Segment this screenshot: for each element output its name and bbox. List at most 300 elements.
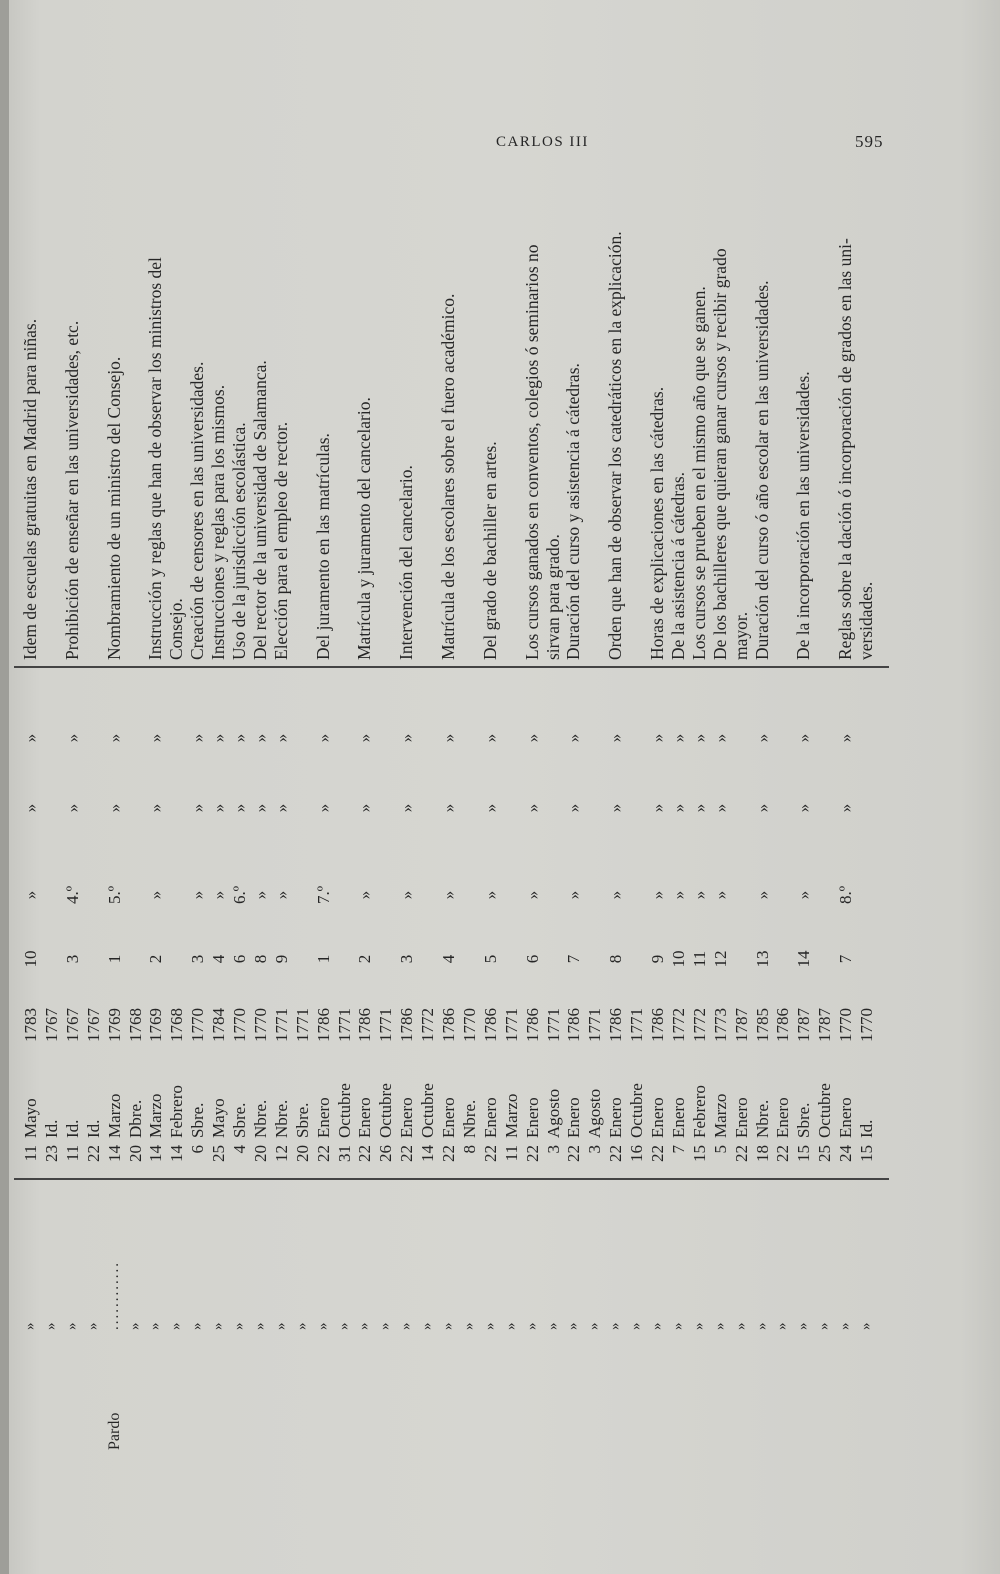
- leader-dots: »: [189, 1320, 206, 1330]
- year-cell: 1786: [606, 1008, 626, 1042]
- ditto-cell-1: »: [313, 803, 333, 813]
- year-cell: 1769: [146, 1008, 166, 1042]
- table-row: [166, 50, 187, 1450]
- leader-dots: »: [398, 1320, 415, 1330]
- leader-dots: »: [607, 1320, 624, 1330]
- number-cell: 10: [21, 950, 40, 968]
- ditto-cell-1: »: [836, 803, 856, 813]
- month-cell: Nbre.: [752, 1099, 772, 1138]
- volume-cell: »: [668, 890, 688, 900]
- month-cell: Enero: [355, 1097, 375, 1138]
- leader-dots: »: [502, 1320, 519, 1330]
- leader-dots: »: [440, 1320, 456, 1330]
- volume-cell: 4.º: [62, 885, 82, 905]
- subject-cell: Nombramiento de un ministro del Consejo.: [103, 356, 124, 660]
- day-cell: 22: [439, 1145, 458, 1162]
- year-cell: 1771: [334, 1008, 354, 1042]
- day-cell: 11: [501, 1145, 521, 1162]
- year-cell: 1772: [418, 1008, 438, 1042]
- number-cell: 6: [230, 954, 249, 964]
- subject-cell: Los cursos ganados en conventos, colegios ó seminarios no: [521, 244, 542, 660]
- volume-cell: »: [794, 890, 814, 900]
- day-cell: 6: [188, 1145, 208, 1154]
- table-row: [772, 50, 793, 1450]
- volume-cell: »: [355, 890, 375, 900]
- ditto-cell-1: »: [710, 803, 730, 813]
- leader-dots: »: [419, 1320, 436, 1330]
- leader-dots: »: [816, 1320, 833, 1330]
- table-row: [104, 50, 125, 1450]
- table-row: [229, 50, 250, 1450]
- day-cell: 31: [334, 1145, 354, 1162]
- ditto-cell-2: »: [648, 733, 667, 743]
- table-row: [20, 50, 41, 1450]
- subject-cell: sirvan para grado.: [542, 534, 563, 660]
- year-cell: 1786: [480, 1008, 500, 1042]
- year-cell: 1787: [815, 1008, 835, 1042]
- table-row: [626, 50, 647, 1450]
- year-cell: 1771: [292, 1008, 312, 1042]
- month-cell: Febrero: [167, 1085, 187, 1138]
- day-cell: 22: [773, 1145, 793, 1162]
- month-cell: Sbre.: [188, 1102, 208, 1138]
- day-cell: 24: [836, 1145, 856, 1162]
- day-cell: 12: [271, 1145, 291, 1162]
- ditto-cell-1: »: [606, 803, 626, 813]
- volume-cell: 7.º: [313, 885, 333, 905]
- ditto-cell-2: »: [62, 733, 82, 743]
- ditto-cell-2: »: [522, 733, 542, 743]
- year-cell: 1786: [564, 1008, 584, 1042]
- subject-cell: Horas de explicaciones en las cátedras.: [647, 386, 667, 660]
- volume-cell: »: [397, 890, 417, 900]
- volume-cell: »: [21, 890, 40, 900]
- volume-cell: »: [480, 890, 500, 900]
- ditto-cell-2: »: [104, 733, 124, 743]
- month-cell: Nbre.: [250, 1099, 270, 1138]
- ditto-cell-2: »: [752, 733, 772, 743]
- month-cell: Enero: [439, 1097, 458, 1138]
- ditto-cell-1: »: [564, 803, 584, 813]
- subject-cell: Prohibición de enseñar en las universidades, etc.: [61, 320, 82, 660]
- table-row: [668, 50, 689, 1450]
- number-cell: 1: [313, 954, 333, 964]
- month-cell: Marzo: [146, 1093, 166, 1138]
- volume-cell: »: [522, 890, 542, 900]
- volume-cell: »: [188, 890, 208, 900]
- number-cell: 8: [606, 954, 626, 964]
- month-cell: Nbre.: [459, 1099, 479, 1138]
- ditto-cell-2: »: [355, 733, 375, 743]
- table-row: [83, 50, 104, 1450]
- day-cell: 7: [668, 1145, 688, 1154]
- leader-dots: »: [293, 1320, 310, 1330]
- year-cell: 1768: [125, 1008, 145, 1042]
- volume-cell: »: [271, 890, 291, 900]
- subject-cell: Creación de censores en las universidades.: [187, 361, 208, 660]
- day-cell: 3: [585, 1145, 605, 1154]
- subject-cell: Duración del curso ó año escolar en las universidades.: [751, 280, 772, 660]
- table-row: [417, 50, 438, 1450]
- table-row: [292, 50, 313, 1450]
- number-cell: 2: [146, 954, 166, 964]
- subject-cell: De la incorporación en las universidades.: [793, 371, 814, 660]
- subject-cell: Del juramento en las matrículas.: [312, 433, 333, 660]
- table-row: [689, 50, 710, 1450]
- number-cell: 10: [668, 950, 688, 968]
- leader-dots: »: [63, 1320, 80, 1330]
- month-cell: Enero: [668, 1097, 688, 1138]
- leader-dots: »: [628, 1320, 645, 1330]
- volume-cell: »: [564, 890, 584, 900]
- legislation-table: [20, 50, 880, 1450]
- volume-cell: »: [209, 890, 229, 900]
- volume-cell: 5.º: [104, 885, 124, 905]
- leader-dots: »: [858, 1320, 874, 1330]
- day-cell: 14: [104, 1145, 124, 1162]
- table-row: [752, 50, 773, 1450]
- table-row: [334, 50, 355, 1450]
- day-cell: 18: [752, 1145, 772, 1162]
- subject-cell: Intervención del cancelario.: [396, 465, 417, 660]
- year-cell: 1769: [104, 1008, 124, 1042]
- month-cell: Octubre: [418, 1083, 438, 1138]
- day-cell: 3: [543, 1145, 563, 1154]
- volume-cell: »: [146, 890, 166, 900]
- month-cell: Enero: [313, 1097, 333, 1138]
- number-cell: 13: [752, 950, 772, 968]
- ditto-cell-2: »: [271, 733, 291, 743]
- day-cell: 20: [292, 1145, 312, 1162]
- day-cell: 22: [522, 1145, 542, 1162]
- day-cell: 20: [250, 1145, 270, 1162]
- ditto-cell-2: »: [313, 733, 333, 743]
- subject-cell: Duración del curso y asistencia á cátedras.: [563, 363, 584, 660]
- year-cell: 1784: [209, 1008, 229, 1042]
- month-cell: Mayo: [21, 1098, 40, 1138]
- year-cell: 1771: [627, 1008, 647, 1042]
- ditto-cell-2: »: [209, 733, 229, 743]
- volume-cell: »: [250, 890, 270, 900]
- leader-dots: »: [523, 1320, 540, 1330]
- leader-dots: »: [126, 1320, 143, 1330]
- year-cell: 1786: [355, 1008, 375, 1042]
- day-cell: 22: [83, 1145, 103, 1162]
- volume-cell: 6.º: [230, 885, 249, 905]
- year-cell: 1786: [439, 1008, 458, 1042]
- ditto-cell-2: »: [250, 733, 270, 743]
- ditto-cell-2: »: [668, 733, 688, 743]
- subject-cell: De la asistencia á cátedras.: [667, 471, 688, 660]
- month-cell: Enero: [480, 1097, 500, 1138]
- table-row: [710, 50, 731, 1450]
- table-row: [145, 50, 166, 1450]
- subject-cell: Uso de la jurisdicción escolástica.: [229, 422, 249, 660]
- month-cell: Agosto: [543, 1088, 563, 1138]
- ditto-cell-1: »: [250, 803, 270, 813]
- table-row: [375, 50, 396, 1450]
- ditto-cell-1: »: [62, 803, 82, 813]
- year-cell: 1787: [794, 1008, 814, 1042]
- year-cell: 1770: [836, 1008, 856, 1042]
- year-cell: 1771: [585, 1008, 605, 1042]
- year-cell: 1770: [857, 1008, 876, 1042]
- ditto-cell-1: »: [230, 803, 249, 813]
- subject-cell: Del grado de bachiller en artes.: [479, 441, 500, 660]
- day-cell: 8: [459, 1145, 479, 1154]
- leader-dots: »: [649, 1320, 665, 1330]
- day-cell: 22: [731, 1145, 751, 1162]
- year-cell: 1773: [710, 1008, 730, 1042]
- month-cell: Enero: [648, 1097, 667, 1138]
- ditto-cell-2: »: [146, 733, 166, 743]
- year-cell: 1771: [543, 1008, 563, 1042]
- day-cell: 16: [627, 1145, 647, 1162]
- table-row: [480, 50, 501, 1450]
- ditto-cell-2: »: [836, 733, 856, 743]
- day-cell: 11: [62, 1145, 82, 1162]
- year-cell: 1768: [167, 1008, 187, 1042]
- ditto-cell-2: »: [397, 733, 417, 743]
- subject-cell: Orden que han de observar los catedráticos en la explicación.: [605, 231, 626, 660]
- day-cell: 22: [355, 1145, 375, 1162]
- month-cell: Marzo: [710, 1093, 730, 1138]
- month-cell: Id.: [41, 1119, 61, 1138]
- number-cell: 5: [480, 954, 500, 964]
- leader-dots: »: [481, 1320, 498, 1330]
- subject-cell: Idem de escuelas gratuitas en Madrid para niñas.: [20, 318, 40, 660]
- table-row: [647, 50, 668, 1450]
- table-row: [814, 50, 835, 1450]
- table-row: [313, 50, 334, 1450]
- month-cell: Sbre.: [292, 1102, 312, 1138]
- volume-cell: »: [439, 890, 458, 900]
- day-cell: 15: [794, 1145, 814, 1162]
- leader-dots: »: [356, 1320, 373, 1330]
- year-cell: 1772: [689, 1008, 709, 1042]
- number-cell: 4: [209, 954, 229, 964]
- subject-cell: Elección para el empleo de rector.: [270, 421, 291, 660]
- page-number: 595: [855, 132, 884, 151]
- subject-cell: Matrícula y juramento del cancelario.: [354, 397, 375, 660]
- table-row: [793, 50, 814, 1450]
- subject-cell: mayor.: [730, 611, 751, 660]
- number-cell: 9: [271, 954, 291, 964]
- year-cell: 1786: [313, 1008, 333, 1042]
- month-cell: Enero: [606, 1097, 626, 1138]
- ditto-cell-2: »: [480, 733, 500, 743]
- table-row: [271, 50, 292, 1450]
- table-row: [187, 50, 208, 1450]
- month-cell: Octubre: [627, 1083, 647, 1138]
- day-cell: 11: [21, 1145, 40, 1162]
- ditto-cell-1: »: [689, 803, 709, 813]
- number-cell: 8: [250, 954, 270, 964]
- leader-dots: »: [690, 1320, 707, 1330]
- table-row: [459, 50, 480, 1450]
- volume-cell: »: [710, 890, 730, 900]
- month-cell: Mayo: [209, 1098, 229, 1138]
- year-cell: 1767: [83, 1008, 103, 1042]
- table-row: [605, 50, 626, 1450]
- ditto-cell-1: »: [480, 803, 500, 813]
- number-cell: 7: [564, 954, 584, 964]
- ditto-cell-2: »: [564, 733, 584, 743]
- leader-dots: »: [272, 1320, 289, 1330]
- ditto-cell-1: »: [209, 803, 229, 813]
- day-cell: 22: [606, 1145, 626, 1162]
- number-cell: 9: [648, 954, 667, 964]
- number-cell: 3: [188, 954, 208, 964]
- day-cell: 4: [230, 1145, 249, 1154]
- leader-dots: »: [251, 1320, 268, 1330]
- running-head-title: CARLOS III: [496, 134, 589, 150]
- day-cell: 25: [815, 1145, 835, 1162]
- number-cell: 7: [836, 954, 856, 964]
- year-cell: 1770: [230, 1008, 249, 1042]
- ditto-cell-1: »: [794, 803, 814, 813]
- year-cell: 1786: [773, 1008, 793, 1042]
- table-row: [835, 50, 856, 1450]
- ditto-cell-1: »: [522, 803, 542, 813]
- month-cell: Marzo: [104, 1093, 124, 1138]
- day-cell: 14: [167, 1145, 187, 1162]
- year-cell: 1771: [501, 1008, 521, 1042]
- month-cell: Enero: [522, 1097, 542, 1138]
- table-row: [563, 50, 584, 1450]
- month-cell: Id.: [83, 1119, 103, 1138]
- year-cell: 1787: [731, 1008, 751, 1042]
- day-cell: 26: [376, 1145, 396, 1162]
- month-cell: Octubre: [334, 1083, 354, 1138]
- leader-dots: »: [168, 1320, 185, 1330]
- month-cell: Enero: [773, 1097, 793, 1138]
- ditto-cell-2: »: [794, 733, 814, 743]
- month-cell: Sbre.: [230, 1102, 249, 1138]
- leader-dots: »: [544, 1320, 561, 1330]
- ditto-cell-1: »: [668, 803, 688, 813]
- leader-dots: »: [147, 1320, 164, 1330]
- ditto-cell-2: »: [230, 733, 249, 743]
- subject-cell: Matrícula de los escolares sobre el fuero académico.: [438, 293, 458, 660]
- day-cell: 20: [125, 1145, 145, 1162]
- leader-dots: »: [377, 1320, 394, 1330]
- place-name: Pardo: [105, 1412, 123, 1450]
- subject-cell: Los cursos se prueben en el mismo año que se ganen.: [688, 286, 709, 660]
- ditto-cell-1: »: [397, 803, 417, 813]
- day-cell: 5: [710, 1145, 730, 1154]
- year-cell: 1786: [648, 1008, 667, 1042]
- month-cell: Dbre.: [125, 1099, 145, 1138]
- ditto-cell-1: »: [752, 803, 772, 813]
- number-cell: 3: [397, 954, 417, 964]
- ditto-cell-2: »: [188, 733, 208, 743]
- table-row: [396, 50, 417, 1450]
- ditto-cell-1: »: [648, 803, 667, 813]
- day-cell: 22: [648, 1145, 667, 1162]
- leader-dots: »: [335, 1320, 352, 1330]
- number-cell: 11: [689, 950, 709, 968]
- month-cell: Enero: [731, 1097, 751, 1138]
- ditto-cell-2: »: [710, 733, 730, 743]
- day-cell: 22: [564, 1145, 584, 1162]
- year-cell: 1786: [522, 1008, 542, 1042]
- leader-dots: »: [795, 1320, 812, 1330]
- ditto-cell-2: »: [606, 733, 626, 743]
- leader-dots: »: [22, 1320, 38, 1330]
- table-row: [62, 50, 83, 1450]
- month-cell: Febrero: [689, 1085, 709, 1138]
- leader-dots: »: [774, 1320, 791, 1330]
- day-cell: 22: [313, 1145, 333, 1162]
- number-cell: 12: [710, 950, 730, 968]
- leader-dots: ............: [105, 1261, 122, 1330]
- ditto-cell-1: »: [21, 803, 40, 813]
- table-row: [354, 50, 375, 1450]
- volume-cell: »: [648, 890, 667, 900]
- subject-cell: versidades.: [856, 581, 876, 660]
- leader-dots: »: [732, 1320, 749, 1330]
- year-cell: 1771: [271, 1008, 291, 1042]
- month-cell: Enero: [836, 1097, 856, 1138]
- ditto-cell-1: »: [104, 803, 124, 813]
- subject-cell: Del rector de la universidad de Salamanca.: [249, 360, 270, 660]
- month-cell: Octubre: [815, 1083, 835, 1138]
- volume-cell: »: [606, 890, 626, 900]
- month-cell: Id.: [62, 1119, 82, 1138]
- table-row: [584, 50, 605, 1450]
- number-cell: 2: [355, 954, 375, 964]
- number-cell: 6: [522, 954, 542, 964]
- number-cell: 4: [439, 954, 458, 964]
- subject-cell: Reglas sobre la dación ó incorporación de grados en las uni-: [835, 238, 856, 660]
- leader-dots: »: [460, 1320, 477, 1330]
- year-cell: 1786: [397, 1008, 417, 1042]
- number-cell: 3: [62, 954, 82, 964]
- table-row: [543, 50, 564, 1450]
- year-cell: 1770: [250, 1008, 270, 1042]
- day-cell: 14: [146, 1145, 166, 1162]
- subject-cell: De los bachilleres que quieran ganar cursos y recibir grado: [709, 248, 730, 660]
- leader-dots: »: [669, 1320, 686, 1330]
- leader-dots: »: [565, 1320, 582, 1330]
- day-cell: 22: [480, 1145, 500, 1162]
- leader-dots: »: [42, 1320, 59, 1330]
- table-row: [731, 50, 752, 1450]
- leader-dots: »: [586, 1320, 603, 1330]
- ditto-cell-1: »: [439, 803, 458, 813]
- leader-dots: »: [210, 1320, 227, 1330]
- month-cell: Enero: [397, 1097, 417, 1138]
- ditto-cell-1: »: [355, 803, 375, 813]
- volume-cell: 8.º: [836, 885, 856, 905]
- ditto-cell-2: »: [21, 733, 40, 743]
- month-cell: Marzo: [501, 1093, 521, 1138]
- year-cell: 1770: [188, 1008, 208, 1042]
- leader-dots: »: [314, 1320, 331, 1330]
- day-cell: 15: [857, 1145, 876, 1162]
- ditto-cell-1: »: [271, 803, 291, 813]
- ditto-cell-1: »: [188, 803, 208, 813]
- day-cell: 15: [689, 1145, 709, 1162]
- year-cell: 1767: [41, 1008, 61, 1042]
- ditto-cell-1: »: [146, 803, 166, 813]
- table-row: [856, 50, 877, 1450]
- number-cell: 14: [794, 950, 814, 968]
- month-cell: Nbre.: [271, 1099, 291, 1138]
- table-row: [501, 50, 522, 1450]
- volume-cell: »: [689, 890, 709, 900]
